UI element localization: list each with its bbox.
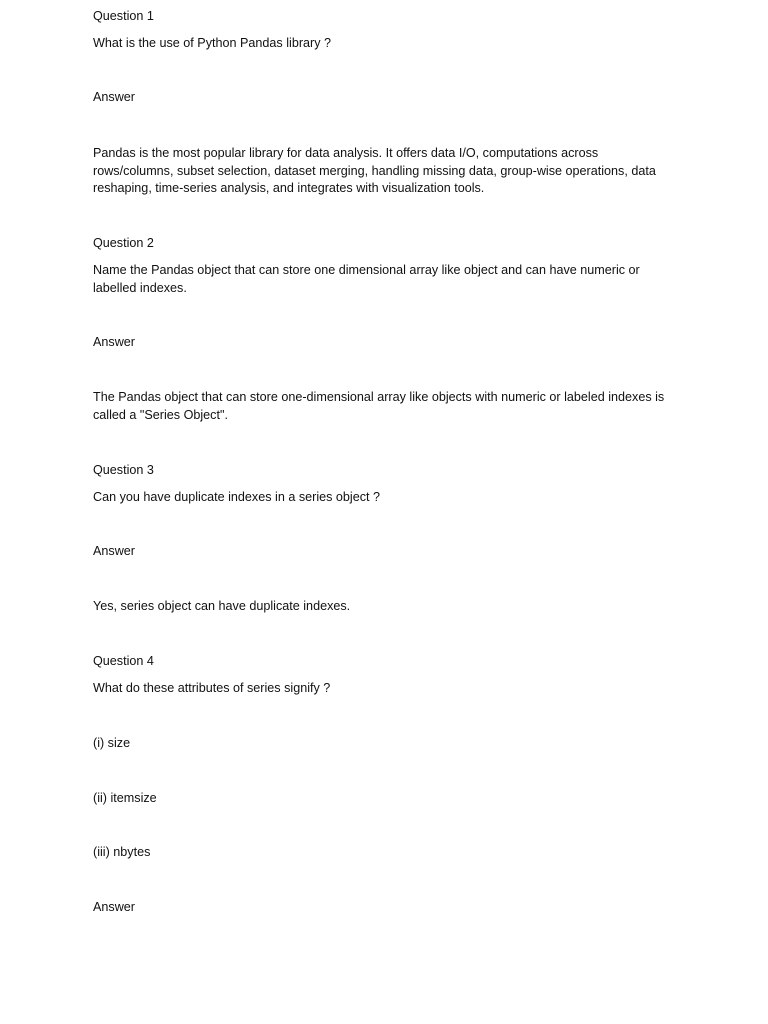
question-1-label: Question 1	[93, 9, 154, 23]
question-4-label: Question 4	[93, 654, 154, 668]
answer-2-text: The Pandas object that can store one-dimensional array like objects with numeric or labeled indexes is called a "Series Object".	[93, 390, 665, 422]
answer-1-label: Answer	[93, 90, 135, 104]
answer-1-text: Pandas is the most popular library for data analysis. It offers data I/O, computations across rows/columns, subset selection, dataset merging, handling missing data, group-wise operations, data reshaping, time-series analysis, and integrates with visualization tools.	[93, 146, 656, 195]
answer-3-label: Answer	[93, 544, 135, 558]
question-4-text: What do these attributes of series signify ?	[93, 681, 331, 695]
question-2-label: Question 2	[93, 236, 154, 250]
answer-4-label: Answer	[93, 900, 135, 914]
answer-2-label: Answer	[93, 335, 135, 349]
question-3-label: Question 3	[93, 463, 154, 477]
question-3-text: Can you have duplicate indexes in a series object ?	[93, 490, 381, 504]
question-4-item-itemsize: (ii) itemsize	[93, 791, 157, 805]
question-4-item-size: (i) size	[93, 736, 131, 750]
question-1-text: What is the use of Python Pandas library ?	[93, 36, 332, 50]
question-2-text: Name the Pandas object that can store one dimensional array like object and can have numeric or labelled indexes.	[93, 263, 640, 295]
question-4-item-nbytes: (iii) nbytes	[93, 845, 151, 859]
answer-3-text: Yes, series object can have duplicate indexes.	[93, 599, 351, 613]
